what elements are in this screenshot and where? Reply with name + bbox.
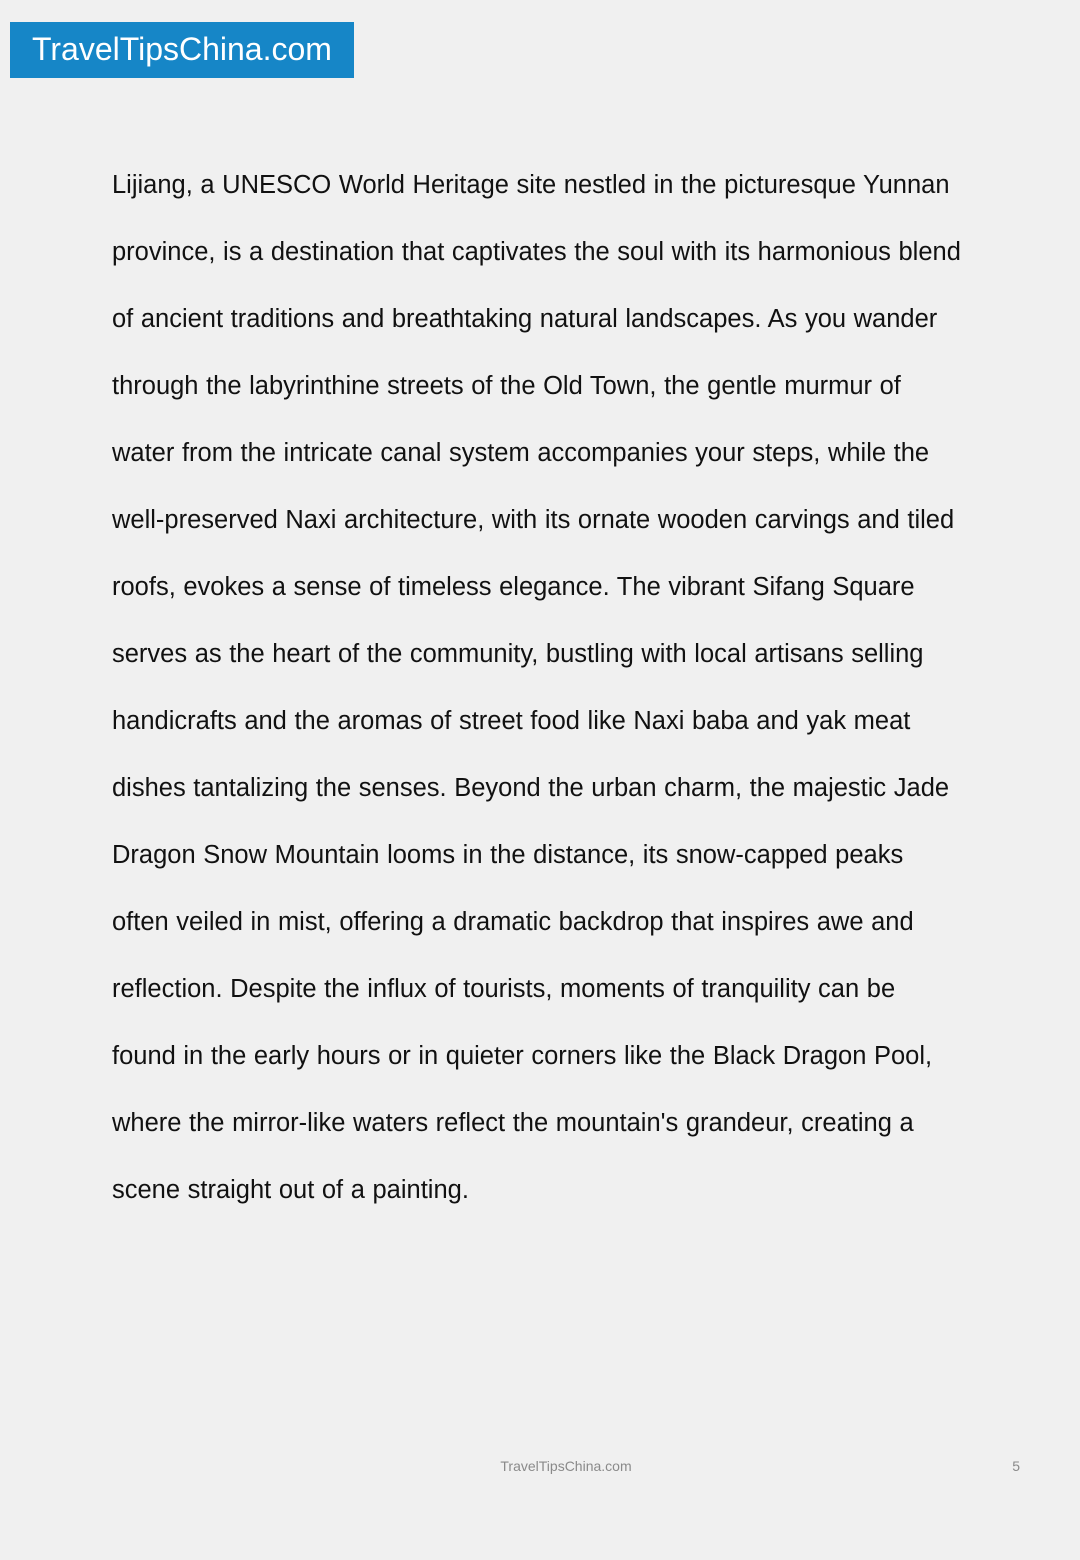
page-footer: [112, 1458, 1020, 1482]
footer-site-label: TravelTipsChina.com: [500, 1458, 632, 1474]
article-content: [112, 152, 964, 1224]
site-banner: TravelTipsChina.com: [10, 22, 354, 78]
article-paragraph: Lijiang, a UNESCO World Heritage site nestled in the picturesque Yunnan province, is a destination that captivates the soul with its harmonious blend of ancient traditions and breathtaking natural landscapes. As you wander through the labyrinthine streets of the Old Town, the gentle murmur of water from the intricate canal system accompanies your steps, while the well-preserved Naxi architecture, with its ornate wooden carvings and tiled roofs, evokes a sense of timeless elegance. The vibrant Sifang Square serves as the heart of the community, bustling with local artisans selling handicrafts and the aromas of street food like Naxi baba and yak meat dishes tantalizing the senses. Beyond the urban charm, the majestic Jade Dragon Snow Mountain looms in the distance, its snow-capped peaks often veiled in mist, offering a dramatic backdrop that inspires awe and reflection. Despite the influx of tourists, moments of tranquility can be found in the early hours or in quieter corners like the Black Dragon Pool, where the mirror-like waters reflect the mountain's grandeur, creating a scene straight out of a painting.: [112, 171, 961, 1204]
footer-page-number: 5: [1012, 1458, 1020, 1474]
